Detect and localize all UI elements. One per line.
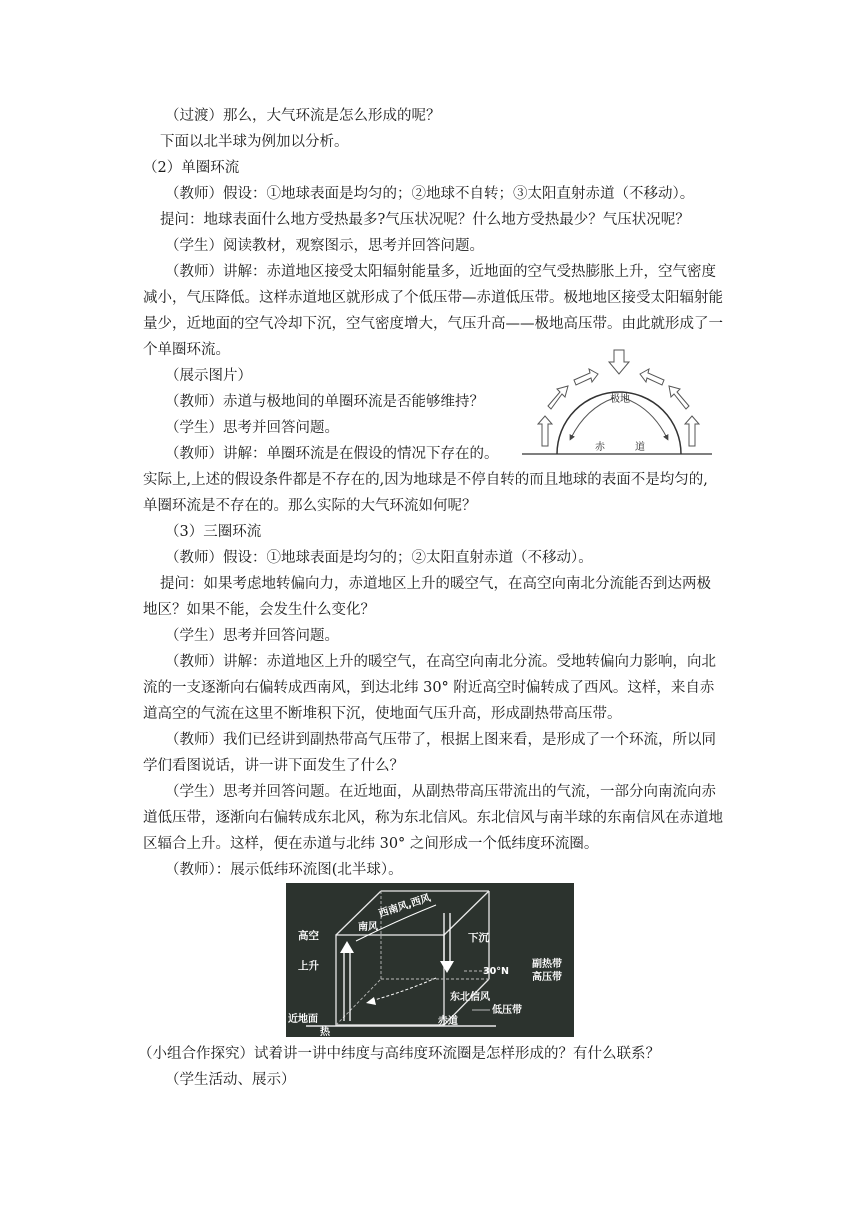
low-latitude-circulation-diagram — [286, 883, 574, 1037]
label-chidao: 赤道 — [438, 1016, 458, 1027]
text-line: （展示图片） — [165, 368, 252, 384]
text-line: （小组合作探究）试着讲一讲中纬度与高纬度环流圈是怎样形成的？有什么联系？ — [138, 1046, 660, 1062]
text-line: （教师）讲解：单圈环流是在假设的情况下存在的。 — [165, 446, 499, 462]
text-line: （过渡）那么，大气环流是怎么形成的呢？ — [165, 108, 441, 124]
text-line: （教师）我们已经讲到副热带高气压带了，根据上图来看，是形成了一个环流，所以同 — [165, 732, 716, 748]
text-line: 提问：如果考虑地转偏向力，赤道地区上升的暖空气，在高空向南北分流能否到达两极 — [160, 576, 711, 592]
text-line: 地区？如果不能，会发生什么变化？ — [143, 602, 375, 618]
text-line: （学生）思考并回答问题。 — [165, 420, 339, 436]
label-nanfeng: 南风 — [358, 922, 378, 933]
text-line: （教师）：展示低纬环流图(北半球）。 — [165, 862, 403, 878]
label-xiachen: 下沉 — [468, 932, 489, 944]
text-line: 道低压带，逐渐向右偏转成东北风，称为东北信风。东北信风与南半球的东南信风在赤道地 — [143, 810, 723, 826]
text-line: （学生活动、展示） — [165, 1072, 296, 1088]
text-line: 单圈环流是不存在的。那么实际的大气环流如何呢？ — [143, 498, 477, 514]
text-line: 流的一支逐渐向右偏转成西南风，到达北纬 30° 附近高空时偏转成了西风。这样，来自赤 — [143, 680, 715, 696]
label-xinanfeng-xifeng: 西南风,西风 — [377, 892, 433, 920]
text-line: 量少，近地面的空气冷却下沉，空气密度增大，气压升高——极地高压带。由此就形成了一 — [143, 316, 723, 332]
text-line: 学们看图说话，讲一讲下面发生了什么？ — [143, 758, 404, 774]
text-line: （学生）阅读教材，观察图示，思考并回答问题。 — [165, 238, 484, 254]
equator-label-left: 赤 — [595, 442, 605, 453]
label-jindimian: 近地面 — [288, 1014, 318, 1025]
polar-label: 极地 — [610, 394, 630, 405]
label-gaoyadai: 高压带 — [532, 972, 562, 983]
text-line: （教师）假设：①地球表面是均匀的；②太阳直射赤道（不移动）。 — [165, 550, 593, 566]
text-line: 个单圈环流。 — [143, 342, 230, 358]
text-line: 提问：地球表面什么地方受热最多?气压状况呢？什么地方受热最少？气压状况呢？ — [160, 212, 690, 228]
text-line: 区辐合上升。这样，便在赤道与北纬 30° 之间形成一个低纬度环流圈。 — [143, 836, 599, 852]
label-shangsheng: 上升 — [298, 960, 319, 972]
text-line: （教师）讲解：赤道地区上升的暖空气，在高空向南北分流。受地转偏向力影响，向北 — [165, 654, 716, 670]
section-heading: （2）单圈环流 — [143, 160, 240, 176]
single-cell-circulation-diagram — [502, 346, 732, 461]
text-line: 下面以北半球为例加以分析。 — [160, 134, 349, 150]
text-line: （学生）思考并回答问题。在近地面，从副热带高压带流出的气流，一部分向南流向赤 — [165, 784, 716, 800]
equator-label-right: 道 — [635, 442, 645, 453]
label-dongbeixinfeng: 东北信风 — [450, 992, 490, 1003]
text-line: （教师）赤道与极地间的单圈环流是否能够维持？ — [165, 394, 484, 410]
label-diyadai: 低压带 — [492, 1005, 522, 1016]
label-gaokong: 高空 — [298, 930, 319, 942]
label-futaidai: 副热带 — [532, 959, 562, 970]
label-re: 热 — [320, 1027, 330, 1037]
text-line: 道高空的气流在这里不断堆积下沉，使地面气压升高，形成副热带高压带。 — [143, 706, 622, 722]
text-line: （教师）假设：①地球表面是均匀的；②地球不自转；③太阳直射赤道（不移动）。 — [165, 186, 695, 202]
text-line: （教师）讲解：赤道地区接受太阳辐射能量多，近地面的空气受热膨胀上升，空气密度 — [165, 264, 716, 280]
text-line: 减小，气压降低。这样赤道地区就形成了个低压带—赤道低压带。极地地区接受太阳辐射能 — [143, 290, 723, 306]
section-heading: （3）三圈环流 — [165, 524, 262, 540]
text-line: （学生）思考并回答问题。 — [165, 628, 339, 644]
text-line: 实际上,上述的假设条件都是不存在的,因为地球是不停自转的而且地球的表面不是均匀的, — [143, 472, 708, 488]
label-30n: 30°N — [483, 966, 509, 977]
